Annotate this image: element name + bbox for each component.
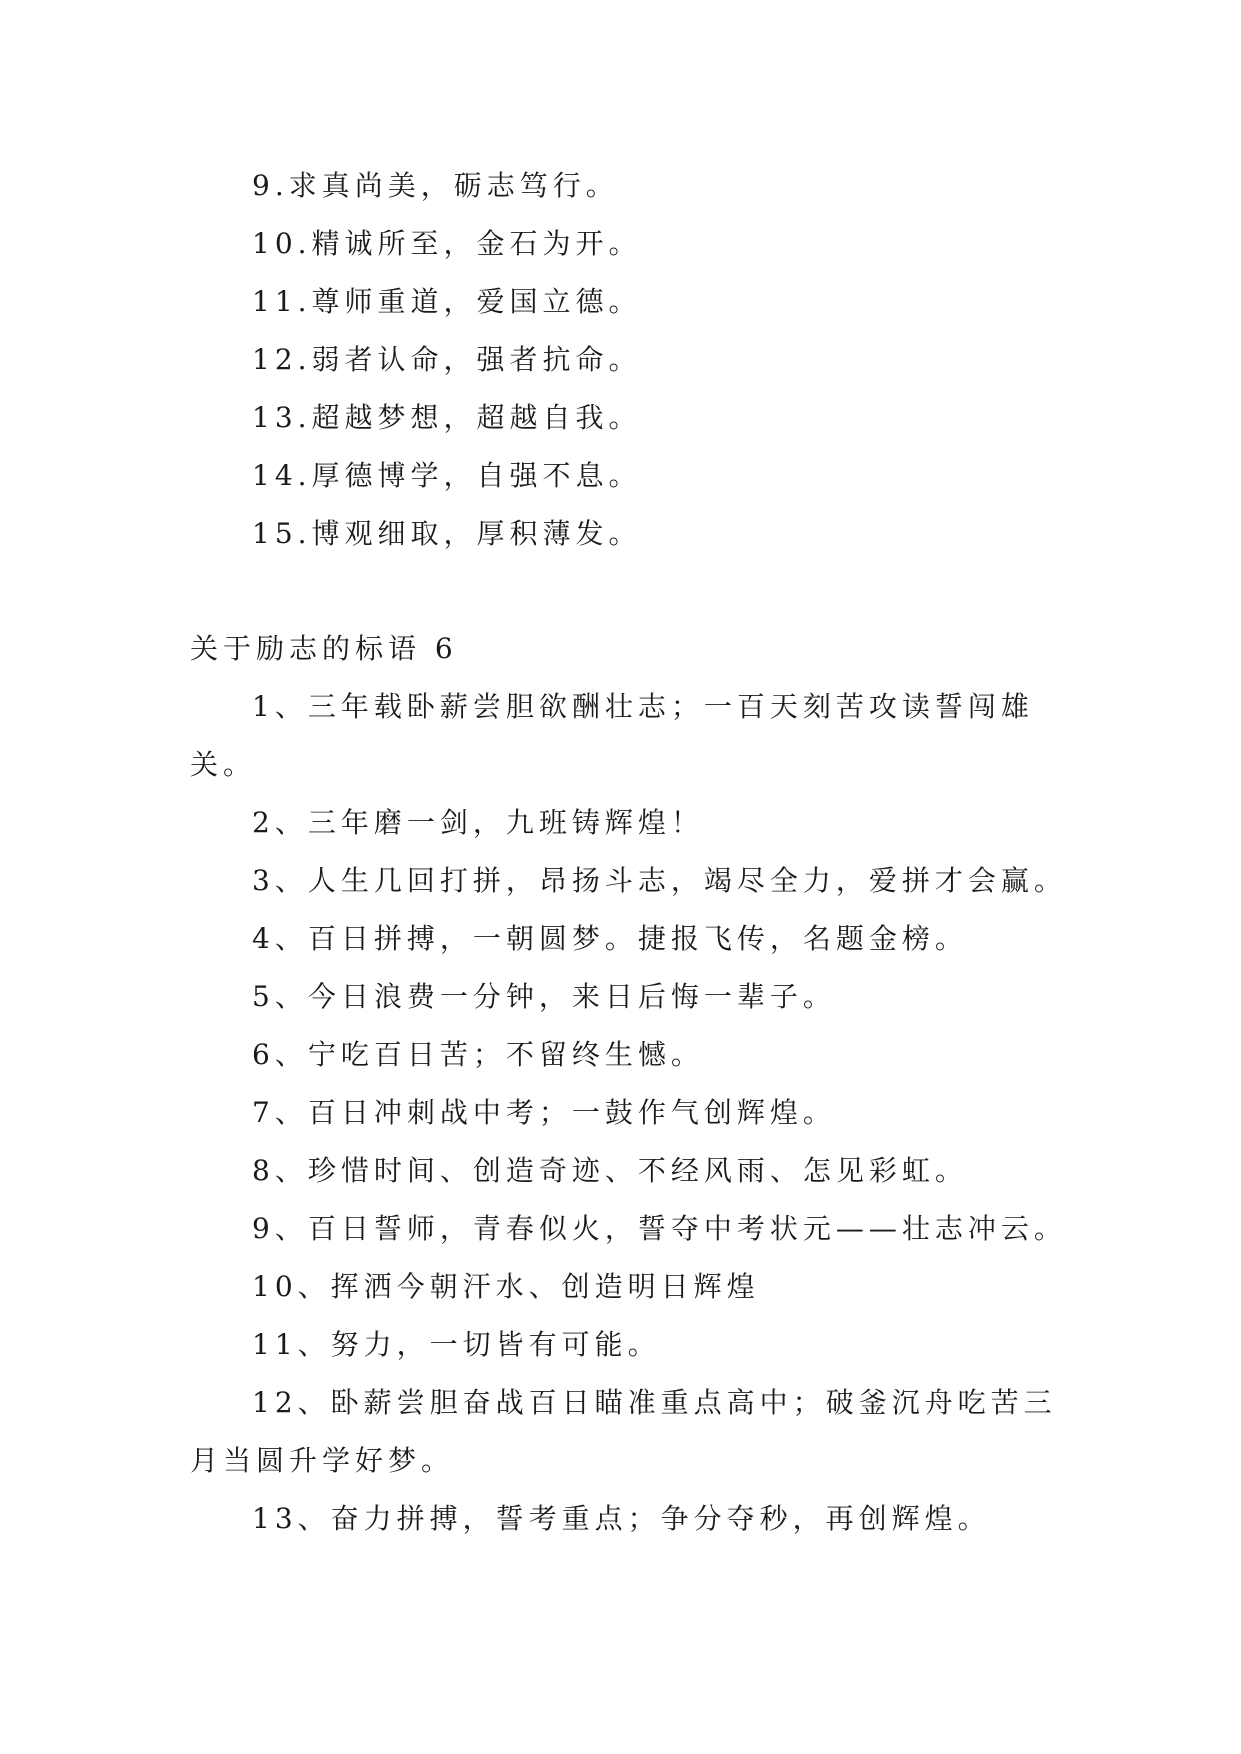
list-item-continuation: 月当圆升学好梦。 [190, 1444, 455, 1477]
list-item: 2、三年磨一剑，九班铸辉煌！ [252, 806, 704, 839]
list-item: 10.精诚所至，金石为开。 [252, 227, 642, 260]
list-item: 9.求真尚美，砺志笃行。 [252, 169, 619, 202]
list-item: 6、宁吃百日苦；不留终生憾。 [252, 1038, 704, 1071]
list-item: 11.尊师重道，爱国立德。 [252, 285, 642, 318]
list-item: 3、人生几回打拼，昂扬斗志，竭尽全力，爱拼才会赢。 [252, 864, 1067, 897]
list-item: 14.厚德博学，自强不息。 [252, 459, 642, 492]
list-item: 8、珍惜时间、创造奇迹、不经风雨、怎见彩虹。 [252, 1154, 968, 1187]
section-heading: 关于励志的标语 6 [190, 632, 458, 665]
list-item-continuation: 关。 [190, 748, 257, 781]
list-item: 7、百日冲刺战中考；一鼓作气创辉煌。 [252, 1096, 836, 1129]
list-item: 13、奋力拼搏，誓考重点；争分夺秒，再创辉煌。 [252, 1502, 991, 1535]
list-item: 12.弱者认命，强者抗命。 [252, 343, 642, 376]
list-item: 11、努力，一切皆有可能。 [252, 1328, 661, 1361]
list-item: 4、百日拼搏，一朝圆梦。捷报飞传，名题金榜。 [252, 922, 968, 955]
list-item: 9、百日誓师，青春似火，誓夺中考状元——壮志冲云。 [252, 1212, 1067, 1245]
list-item: 10、挥洒今朝汗水、创造明日辉煌 [252, 1270, 760, 1303]
list-item: 13.超越梦想，超越自我。 [252, 401, 642, 434]
list-item: 1、三年载卧薪尝胆欲酬壮志；一百天刻苦攻读誓闯雄 [252, 690, 1034, 723]
list-item: 5、今日浪费一分钟，来日后悔一辈子。 [252, 980, 836, 1013]
list-item: 12、卧薪尝胆奋战百日瞄准重点高中；破釜沉舟吃苦三 [252, 1386, 1057, 1419]
list-item: 15.博观细取，厚积薄发。 [252, 517, 642, 550]
